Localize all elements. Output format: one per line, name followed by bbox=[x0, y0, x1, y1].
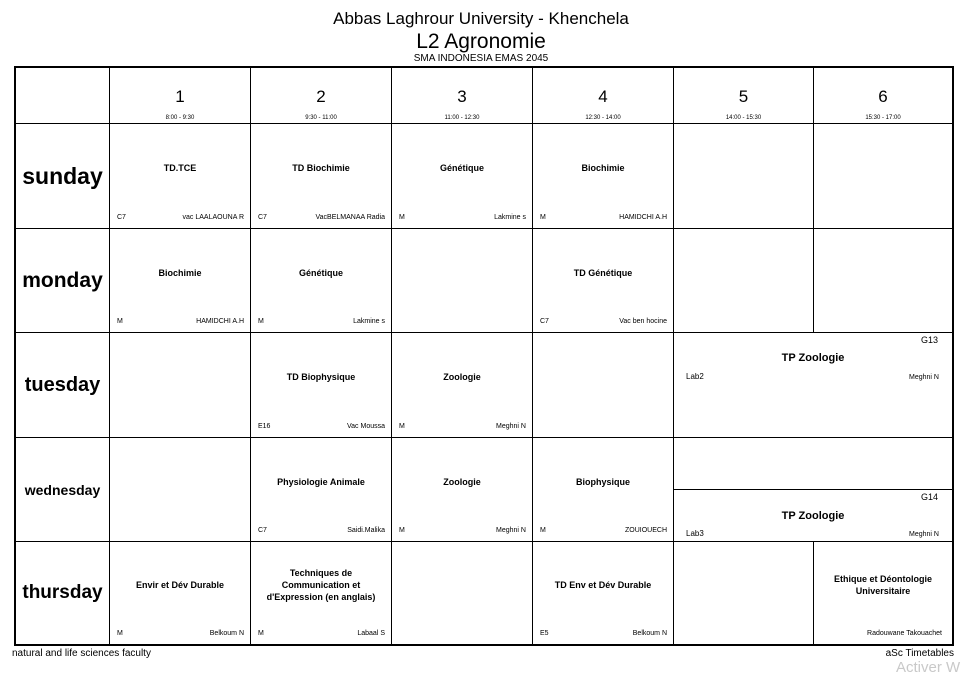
lesson-cell[interactable] bbox=[533, 542, 673, 644]
period-header bbox=[814, 68, 952, 123]
lesson-teacher: Radouwane Takouachet bbox=[867, 630, 942, 637]
lesson-teacher: HAMIDCHI A.H bbox=[619, 214, 667, 221]
lesson-group: G14 bbox=[920, 492, 938, 502]
lesson-subject: Ethique et Déontologie Universitaire bbox=[834, 574, 932, 596]
lesson-subject: TD Génétique bbox=[573, 267, 633, 278]
lesson-subject: Génétique bbox=[439, 163, 484, 173]
lesson-room: M bbox=[117, 318, 123, 325]
lesson-subject: Zoologie bbox=[443, 476, 481, 487]
lesson-room: M bbox=[540, 527, 546, 534]
period-header bbox=[251, 68, 391, 123]
period-time: 12:30 - 14:00 bbox=[585, 115, 621, 121]
lesson-cell[interactable] bbox=[251, 542, 391, 644]
lesson-cell[interactable] bbox=[392, 438, 532, 541]
lesson-cell[interactable] bbox=[251, 438, 391, 541]
timetable-grid bbox=[14, 66, 954, 646]
lesson-teacher: Belkoum N bbox=[632, 630, 667, 637]
lesson-room: M bbox=[399, 527, 405, 534]
day-label-tuesday: tuesday bbox=[24, 373, 101, 396]
lesson-teacher: vac LAALAOUNA R bbox=[182, 214, 244, 221]
lesson-room: M bbox=[258, 318, 264, 325]
lesson-teacher: Belkoum N bbox=[209, 630, 244, 637]
period-time: 9:30 - 11:00 bbox=[305, 115, 337, 121]
lesson-teacher: HAMIDCHI A.H bbox=[196, 318, 244, 325]
lesson-group: G13 bbox=[920, 335, 938, 345]
lesson-cell[interactable] bbox=[674, 333, 952, 385]
lesson-cell[interactable] bbox=[110, 542, 250, 644]
lesson-room: M bbox=[540, 214, 546, 221]
period-time: 8:00 - 9:30 bbox=[165, 115, 195, 121]
lesson-cell[interactable] bbox=[110, 124, 250, 228]
school-name: SMA INDONESIA EMAS 2045 bbox=[413, 53, 549, 64]
lesson-teacher: Lakmine s bbox=[353, 318, 385, 325]
period-number: 4 bbox=[598, 87, 608, 106]
software-footer: aSc Timetables bbox=[885, 648, 954, 659]
lesson-cell[interactable] bbox=[251, 333, 391, 437]
lesson-subject: TD Biochimie bbox=[292, 163, 350, 173]
lesson-room: C7 bbox=[117, 214, 126, 221]
lesson-subject: TP Zoologie bbox=[781, 510, 845, 522]
lesson-teacher: Meghni N bbox=[909, 374, 939, 381]
lesson-room: C7 bbox=[258, 214, 267, 221]
lesson-cell[interactable] bbox=[674, 490, 952, 541]
lesson-teacher: Saidi.Malika bbox=[347, 527, 385, 534]
period-time: 11:00 - 12:30 bbox=[444, 115, 480, 121]
lesson-teacher: Meghni N bbox=[496, 423, 526, 430]
lesson-cell[interactable] bbox=[110, 229, 250, 332]
day-label-sunday: sunday bbox=[22, 162, 103, 189]
lesson-room: M bbox=[117, 630, 123, 637]
lesson-cell[interactable] bbox=[533, 229, 673, 332]
period-number: 1 bbox=[175, 87, 185, 106]
period-header bbox=[674, 68, 813, 123]
lesson-room: C7 bbox=[258, 527, 267, 534]
lesson-cell[interactable] bbox=[251, 229, 391, 332]
lesson-room: M bbox=[399, 214, 405, 221]
lesson-room: E5 bbox=[540, 630, 549, 637]
lesson-cell[interactable] bbox=[533, 438, 673, 541]
lesson-subject: Envir et Dév Durable bbox=[135, 580, 225, 590]
period-header bbox=[392, 68, 532, 123]
lesson-cell[interactable] bbox=[251, 124, 391, 228]
lesson-room: M bbox=[258, 630, 264, 637]
period-number: 2 bbox=[316, 87, 326, 106]
period-time: 14:00 - 15:30 bbox=[725, 115, 762, 121]
period-header bbox=[533, 68, 673, 123]
lesson-room: Lab3 bbox=[686, 529, 704, 538]
university-name: Abbas Laghrour University - Khenchela bbox=[333, 9, 629, 28]
lesson-teacher: Meghni N bbox=[909, 531, 939, 538]
faculty-footer: natural and life sciences faculty bbox=[12, 648, 151, 659]
lesson-teacher: Lakmine s bbox=[494, 214, 526, 221]
lesson-room: Lab2 bbox=[686, 372, 704, 381]
lesson-subject: Physiologie Animale bbox=[277, 476, 365, 487]
activation-watermark: Activer W bbox=[896, 659, 961, 676]
day-label-wednesday: wednesday bbox=[24, 481, 101, 498]
lesson-room: E16 bbox=[258, 423, 271, 430]
lesson-subject: Biophysique bbox=[575, 476, 630, 487]
lesson-cell[interactable] bbox=[392, 333, 532, 437]
lesson-teacher: Meghni N bbox=[496, 527, 526, 534]
lesson-subject: Biochimie bbox=[581, 163, 625, 173]
lesson-room: C7 bbox=[540, 318, 549, 325]
lesson-subject: TD.TCE bbox=[163, 163, 197, 173]
lesson-teacher: ZOUIOUECH bbox=[625, 527, 667, 534]
lesson-subject: Génétique bbox=[298, 267, 343, 278]
lesson-teacher: Vac Moussa bbox=[347, 423, 385, 430]
day-label-thursday: thursday bbox=[22, 582, 103, 603]
lesson-subject: Zoologie bbox=[443, 372, 481, 382]
lesson-subject: TP Zoologie bbox=[781, 352, 845, 364]
day-label-monday: monday bbox=[22, 268, 103, 292]
lesson-subject: Biochimie bbox=[158, 267, 202, 278]
lesson-cell[interactable] bbox=[533, 124, 673, 228]
lesson-room: M bbox=[399, 423, 405, 430]
lesson-subject: TD Biophysique bbox=[286, 372, 356, 382]
period-number: 3 bbox=[457, 87, 467, 106]
class-title: L2 Agronomie bbox=[416, 30, 546, 53]
lesson-teacher: Vac ben hocine bbox=[619, 318, 667, 325]
lesson-cell[interactable] bbox=[392, 124, 532, 228]
period-number: 5 bbox=[738, 87, 749, 106]
lesson-subject: TD Env et Dév Durable bbox=[554, 580, 652, 590]
lesson-teacher: VacBELMANAA Radia bbox=[315, 214, 385, 221]
lesson-teacher: Labaal S bbox=[357, 630, 385, 637]
lesson-subject: Techniques de Communication et d'Expression (en anglais) bbox=[266, 568, 376, 602]
period-time: 15:30 - 17:00 bbox=[865, 115, 901, 121]
period-number: 6 bbox=[878, 87, 888, 106]
lesson-cell[interactable] bbox=[814, 542, 952, 644]
period-header bbox=[110, 68, 250, 123]
